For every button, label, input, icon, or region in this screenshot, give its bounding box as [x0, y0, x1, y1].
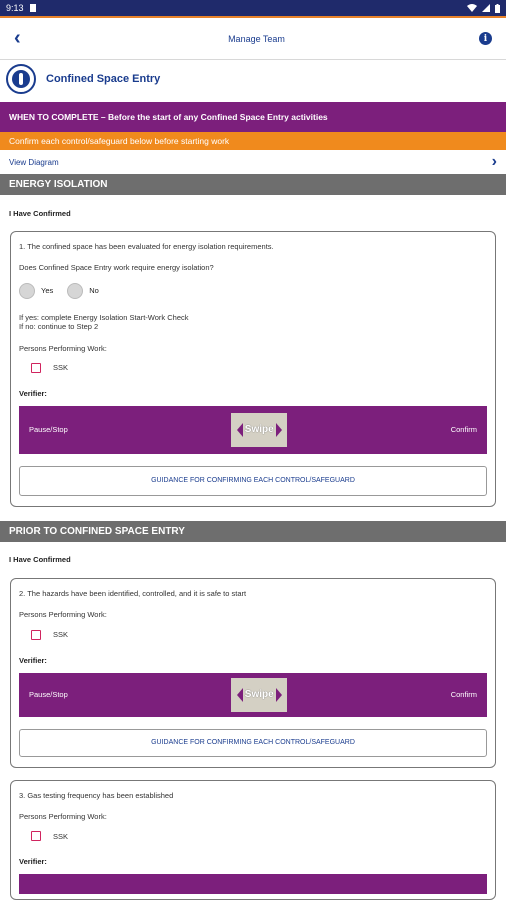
- instruction-note-yes: If yes: complete Energy Isolation Start-Work Check: [19, 312, 189, 322]
- company-logo: [6, 64, 36, 94]
- person-name: SSK: [53, 363, 69, 373]
- radio-yes-label: Yes: [41, 286, 54, 296]
- status-bar: [0, 0, 506, 16]
- guidance-button[interactable]: GUIDANCE FOR CONFIRMING EACH CONTROL/SAFEGUARD: [19, 466, 487, 496]
- info-icon[interactable]: i: [479, 32, 492, 45]
- control-card-2: [10, 578, 496, 768]
- view-diagram-link[interactable]: View Diagram: [9, 157, 59, 167]
- swipe-confirm-label: Confirm: [450, 425, 477, 435]
- persons-performing-label: Persons Performing Work:: [19, 812, 107, 821]
- view-diagram-row[interactable]: [0, 150, 506, 174]
- person-checkbox[interactable]: [31, 630, 41, 640]
- swipe-handle[interactable]: [231, 678, 287, 712]
- persons-performing-label: Persons Performing Work:: [19, 610, 107, 620]
- person-checkbox-row[interactable]: [19, 821, 487, 851]
- confirm-instruction-banner: Confirm each control/safeguard below before starting work: [0, 132, 506, 150]
- swipe-confirm-bar[interactable]: [19, 673, 487, 717]
- swipe-confirm-label: Confirm: [450, 690, 477, 700]
- swipe-pause-stop-label: Pause/Stop: [29, 425, 68, 435]
- control-sub-question: Does Confined Space Entry work require energy isolation?: [19, 263, 214, 273]
- swipe-confirm-bar[interactable]: [19, 406, 487, 454]
- section-header-energy-isolation: ENERGY ISOLATION: [0, 174, 506, 195]
- radio-yes[interactable]: [19, 283, 35, 299]
- control-question: 2. The hazards have been identified, controlled, and it is safe to start: [19, 588, 247, 598]
- swipe-left-arrow-icon: [237, 423, 243, 437]
- confirmed-label: I Have Confirmed: [9, 208, 71, 218]
- swipe-right-arrow-icon: [276, 423, 282, 437]
- instruction-note-no: If no: continue to Step 2: [19, 322, 99, 332]
- section-header-prior-to-entry: PRIOR TO CONFINED SPACE ENTRY: [0, 521, 506, 542]
- swipe-left-arrow-icon: [237, 688, 243, 702]
- guidance-button[interactable]: GUIDANCE FOR CONFIRMING EACH CONTROL/SAFEGUARD: [19, 729, 487, 757]
- when-to-complete-banner: WHEN TO COMPLETE – Before the start of any Confined Space Entry activities: [0, 102, 506, 132]
- page-header: [0, 60, 506, 98]
- yes-no-radio-group: [19, 283, 487, 299]
- control-question: 1. The confined space has been evaluated for energy isolation requirements.: [19, 242, 274, 251]
- swipe-confirm-bar[interactable]: [19, 874, 487, 894]
- verifier-label: Verifier:: [19, 857, 47, 867]
- person-name: SSK: [53, 831, 69, 841]
- swipe-handle-label: Swipe: [244, 424, 274, 436]
- person-name: SSK: [53, 629, 69, 639]
- app-bar-title: Manage Team: [228, 33, 285, 44]
- person-checkbox[interactable]: [31, 831, 41, 841]
- verifier-label: Verifier:: [19, 388, 47, 398]
- radio-no[interactable]: [67, 283, 83, 299]
- status-time: 9:13: [6, 3, 24, 13]
- swipe-pause-stop-label: Pause/Stop: [29, 690, 68, 700]
- swipe-handle-label: Swipe: [244, 689, 274, 701]
- person-checkbox-row[interactable]: [19, 620, 487, 650]
- battery-icon: [495, 4, 500, 13]
- control-question: 3. Gas testing frequency has been established: [19, 790, 174, 800]
- wifi-icon: [467, 4, 477, 12]
- notification-icon: [30, 4, 36, 12]
- chevron-right-icon[interactable]: ›: [491, 153, 497, 170]
- confirmed-label: I Have Confirmed: [9, 555, 71, 565]
- control-card-1: [10, 231, 496, 507]
- person-checkbox[interactable]: [31, 363, 41, 373]
- person-checkbox-row[interactable]: [19, 353, 487, 383]
- control-card-3: [10, 780, 496, 900]
- swipe-right-arrow-icon: [276, 688, 282, 702]
- back-arrow-icon[interactable]: ‹: [14, 27, 21, 49]
- verifier-label: Verifier:: [19, 655, 47, 665]
- radio-no-label: No: [89, 286, 99, 296]
- app-bar: [0, 18, 506, 60]
- page-title: Confined Space Entry: [46, 73, 161, 85]
- signal-icon: [482, 4, 490, 12]
- persons-performing-label: Persons Performing Work:: [19, 343, 107, 353]
- swipe-handle[interactable]: [231, 413, 287, 447]
